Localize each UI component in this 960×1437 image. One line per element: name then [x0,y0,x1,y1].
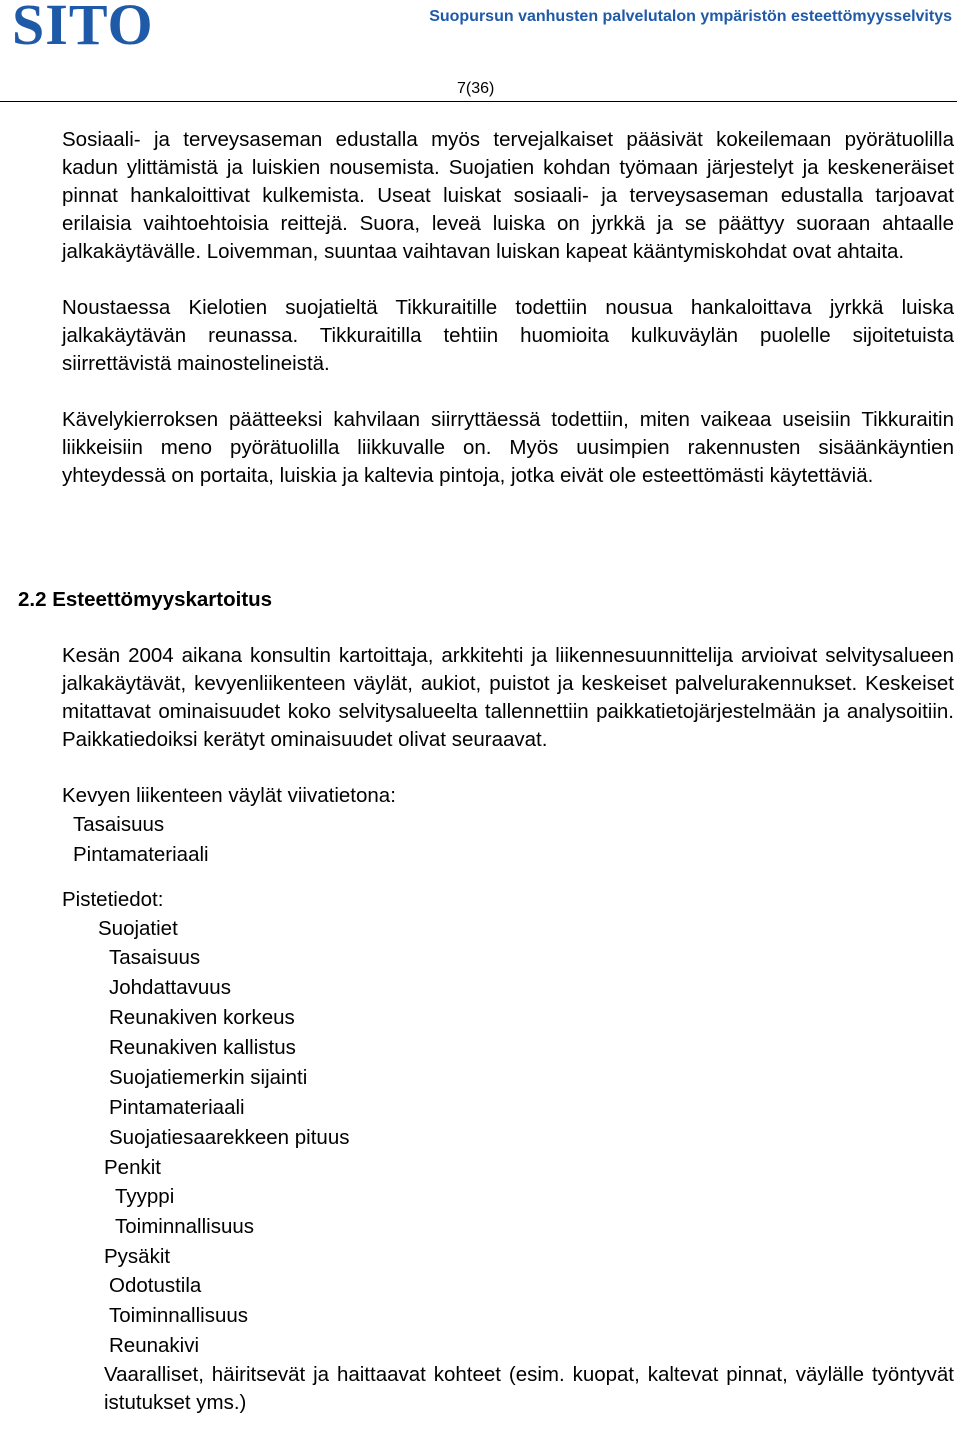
list-item: Reunakiven korkeus [0,1003,954,1033]
list-item: Johdattavuus [0,973,954,1003]
header-divider [0,101,957,102]
sito-logo: SITO [12,0,154,57]
suojatiet-list [0,943,954,1153]
list-item: Tasaisuus [0,943,954,973]
paragraph-1: Sosiaali- ja terveysaseman edustalla myös tervejalkaiset pääsivät kokeilemaan pyörätuolilla kadun ylittämistä ja luiskien nousemista. Suojatien kohdan työmaan järjestelyt ja keskeneräiset pinnat hankaloittivat kulkemista. Useat luiskat sosiaali- ja terveysaseman edustalla tarjoavat erilaisia vaihtoehtoisia reittejä. Suora, leveä luiska on jyrkkä ja se päättyy suoraan ahtaalle jalkakäytävälle. Loivemman, suuntaa vaihtavan luiskan kapeat kääntymiskohdat ovat ahtaita. [62,128,954,263]
point-data-label: Pistetiedot: [62,888,164,911]
list-item: Tyyppi [0,1182,954,1212]
group-suojatiet: Suojatiet [98,917,178,940]
list-item: Reunakivi [0,1331,954,1361]
body-text [62,126,954,490]
list-item: Toiminnallisuus [0,1212,954,1242]
closing-item: Vaaralliset, häiritsevät ja haittaavat kohteet (esim. kuopat, kaltevat pinnat, väylälle työntyvät istutukset yms.) [104,1363,954,1414]
list-item: Pintamateriaali [0,1093,954,1123]
list-item: Reunakiven kallistus [0,1033,954,1063]
list-item: Pintamateriaali [0,840,954,870]
list-item: Toiminnallisuus [0,1301,954,1331]
paragraph-3: Kävelykierroksen päätteeksi kahvilaan siirryttäessä todettiin, miten vaikeaa useisiin Tikkuraitin liikkeisiin meno pyörätuolilla liikkuvalle on. Myös uusimpien rakennusten sisäänkäyntien yhteydessä on portaita, luiskia ja kaltevia pintoja, jotka eivät ole esteettömästi käytettäviä. [62,408,954,487]
line-data-list [0,810,954,870]
list-item: Suojatiesaarekkeen pituus [0,1123,954,1153]
penkit-list [0,1182,954,1242]
section-intro: Kesän 2004 aikana konsultin kartoittaja, arkkitehti ja liikennesuunnittelija arvioivat selvitysalueen jalkakäytävät, kevyenliikenteen väylät, aukiot, puistot ja keskeiset palvelurakennukset. Keskeiset mitattavat ominaisuudet koko selvitysalueelta tallennettiin paikkatietojärjestelmään ja analysoitiin. Paikkatiedoiksi kerätyt ominaisuudet olivat seuraavat. [62,644,954,751]
line-data-label: Kevyen liikenteen väylät viivatietona: [62,784,396,807]
group-penkit: Penkit [104,1156,161,1179]
list-item: Odotustila [0,1271,954,1301]
document-title: Suopursun vanhusten palvelutalon ympäristön esteettömyysselvitys [429,8,952,25]
group-pysakit: Pysäkit [104,1245,171,1268]
section-body [62,642,954,1417]
section-heading: 2.2 Esteettömyyskartoitus [18,588,273,611]
list-item: Suojatiemerkin sijainti [0,1063,954,1093]
page-number: 7(36) [457,80,495,97]
paragraph-2: Noustaessa Kielotien suojatieltä Tikkuraitille todettiin nousua hankaloittava jyrkkä luiska jalkakäytävän reunassa. Tikkuraitilla tehtiin huomioita kulkuväylän puolelle sijoitetuista siirrettävistä mainostelineistä. [62,296,954,375]
list-item: Tasaisuus [0,810,954,840]
pysakit-list [0,1271,954,1361]
